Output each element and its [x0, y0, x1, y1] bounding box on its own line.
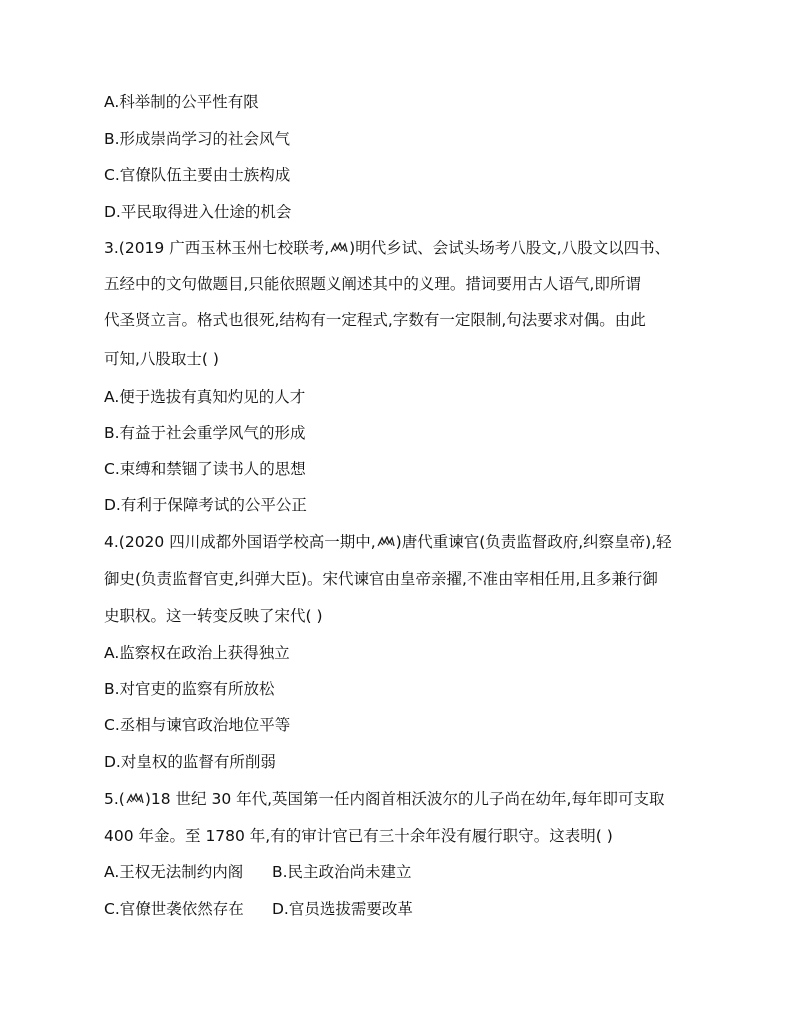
q5-options-row-1 — [104, 862, 704, 882]
q3-stem-line-4: 可知,八股取士( ) — [104, 350, 219, 368]
q3-option-c: C.束缚和禁锢了读书人的思想 — [104, 460, 306, 478]
difficulty-icon — [126, 793, 144, 805]
q5-stem-line-1 — [104, 789, 704, 809]
q3-option-a: A.便于选拔有真知灼见的人才 — [104, 388, 306, 406]
q4-stem-line-2: 御史(负责监督官吏,纠弹大臣)。宋代谏官由皇帝亲擢,不准由宰相任用,且多兼行御 — [104, 570, 658, 588]
q4-stem-text-1: )唐代重谏官(负责监督政府,纠察皇帝),轻 — [395, 533, 672, 551]
q2-option-d: D.平民取得进入仕途的机会 — [104, 203, 292, 221]
q3-source: 3.(2019 广西玉林玉州七校联考, — [104, 239, 330, 257]
q3-option-d: D.有利于保障考试的公平公正 — [104, 496, 307, 514]
q2-option-b: B.形成崇尚学习的社会风气 — [104, 130, 291, 148]
q3-stem-line-1 — [104, 238, 704, 258]
difficulty-icon — [330, 242, 348, 254]
q2-option-a: A.科举制的公平性有限 — [104, 93, 259, 111]
q3-option-b: B.有益于社会重学风气的形成 — [104, 424, 306, 442]
q5-stem-line-2: 400 年金。至 1780 年,有的审计官已有三十余年没有履行职守。这表明( ) — [104, 827, 613, 845]
q4-stem-line-3: 史职权。这一转变反映了宋代( ) — [104, 607, 323, 625]
q5-option-b: B.民主政治尚未建立 — [272, 863, 412, 881]
q5-options-row-2 — [104, 899, 704, 919]
q4-option-c: C.丞相与谏官政治地位平等 — [104, 716, 291, 734]
q2-option-c: C.官僚队伍主要由士族构成 — [104, 166, 291, 184]
q5-option-a: A.王权无法制约内阁 — [104, 863, 244, 881]
q4-source: 4.(2020 四川成都外国语学校高一期中, — [104, 533, 376, 551]
q5-option-c: C.官僚世袭依然存在 — [104, 900, 244, 918]
q4-stem-line-1 — [104, 532, 704, 552]
q5-option-d: D.官员选拔需要改革 — [272, 900, 413, 918]
q3-stem-text-1: )明代乡试、会试头场考八股文,八股文以四书、 — [349, 239, 671, 257]
q5-stem-text-1: )18 世纪 30 年代,英国第一任内阁首相沃波尔的儿子尚在幼年,每年即可支取 — [144, 790, 665, 808]
q3-stem-line-2: 五经中的文句做题目,只能依照题义阐述其中的义理。措词要用古人语气,即所谓 — [104, 275, 641, 293]
q5-number: 5.( — [104, 790, 125, 808]
q3-stem-line-3: 代圣贤立言。格式也很死,结构有一定程式,字数有一定限制,句法要求对偶。由此 — [104, 311, 646, 329]
q4-option-a: A.监察权在政治上获得独立 — [104, 644, 290, 662]
difficulty-icon — [377, 536, 395, 548]
q4-option-d: D.对皇权的监督有所削弱 — [104, 753, 276, 771]
q4-option-b: B.对官吏的监察有所放松 — [104, 680, 275, 698]
